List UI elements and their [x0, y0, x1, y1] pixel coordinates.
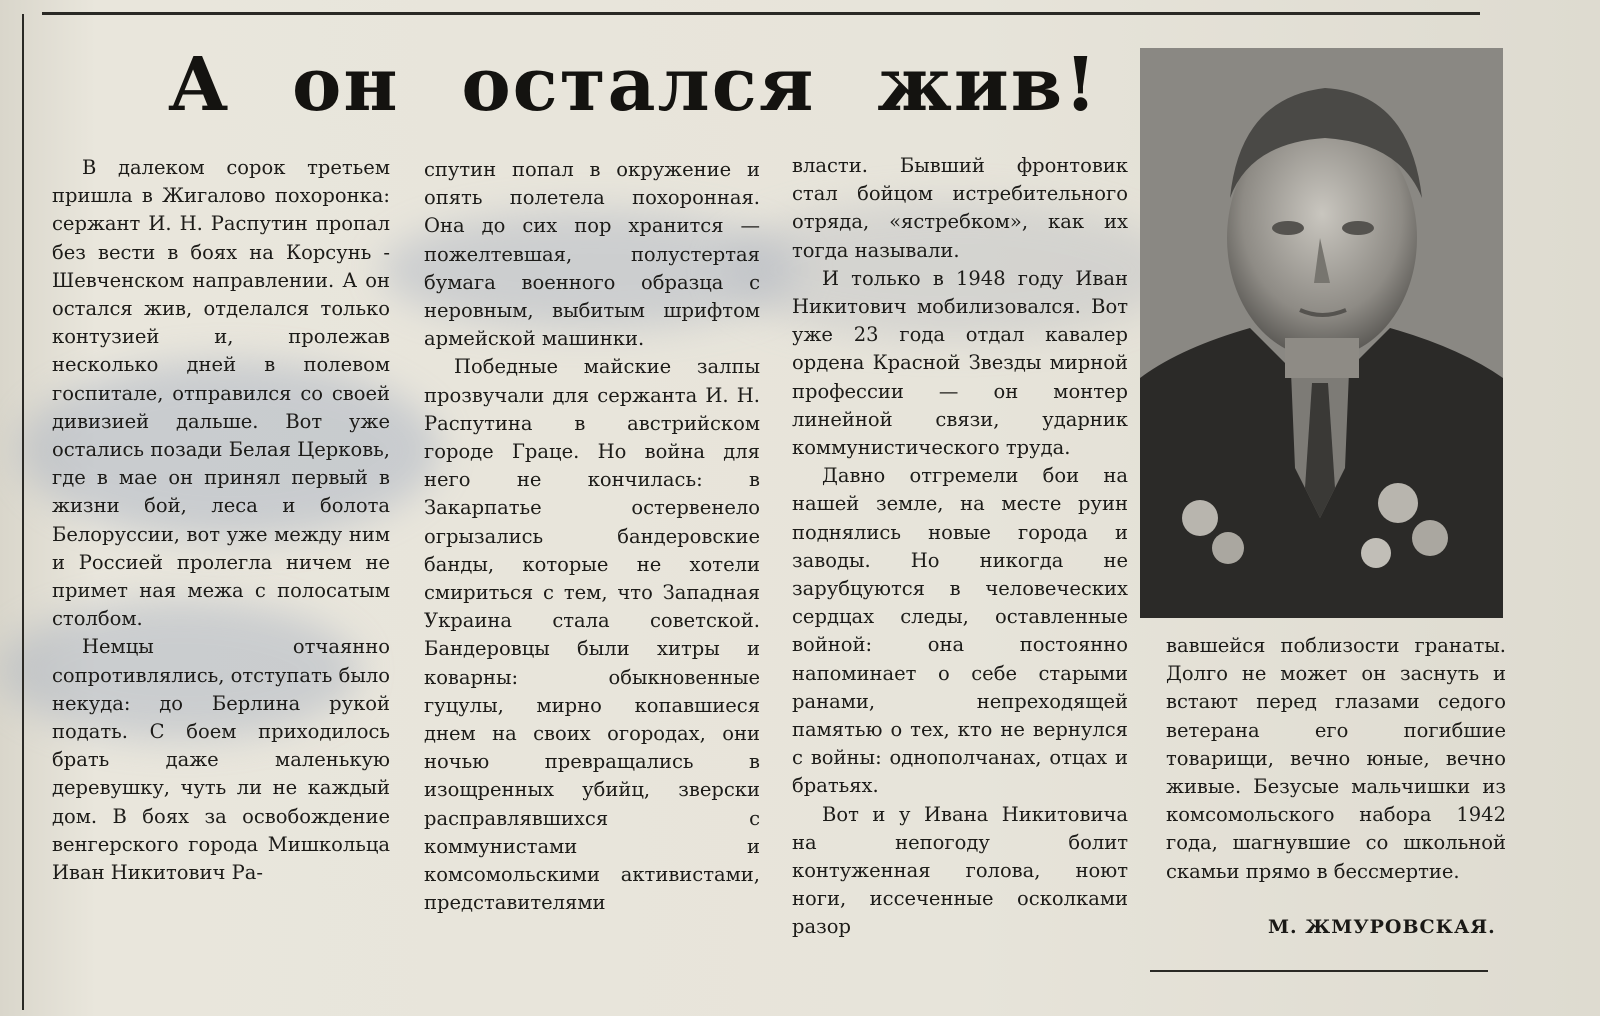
paragraph: Победные майские залпы прозвучали для сержанта И. Н. Распутина в австрийском городе Граце. Но война для него не кончилась: в Закарпатье остервенело огрызались бандеровские банды, которые не хотели смириться с тем, что Западная Украина стала советской. Бандеровцы были хитры и коварны: обыкновенные гуцулы, мирно копавшиеся днем на своих огородах, они ночью превращались в изощренных убийц, зверски расправлявшихся с коммунистами и комсомольскими активистами, представителями — [424, 355, 760, 915]
article-column-4 — [1166, 632, 1506, 886]
portrait-illustration — [1140, 48, 1503, 618]
left-rule — [22, 14, 24, 1010]
article-column-1 — [52, 154, 390, 887]
article-column-2 — [424, 156, 760, 917]
author-signature: М. ЖМУРОВСКАЯ. — [1268, 916, 1496, 938]
paragraph: В далеком сорок третьем пришла в Жигалово похоронка: сержант И. Н. Распутин пропал без вести в боях на Корсунь - Шевченском направлении. А он остался жив, отделался только контузией и, пролежав несколько дней в полевом госпитале, отправился со своей дивизией дальше. Вот уже остались позади Белая Церковь, где в мае он принял первый в жизни бой, леса и болота Белоруссии, вот уже между ним и Россией пролегла ничем не примет ная межа с полосатым столбом. — [52, 156, 390, 631]
bottom-rule — [1150, 970, 1488, 972]
paragraph: И только в 1948 году Иван Никитович мобилизовался. Вот уже 23 года отдал кавалер ордена Красной Звезды мирной профессии — он монтер линейной связи, ударник коммунистического труда. — [792, 266, 1128, 460]
top-rule — [42, 12, 1480, 15]
paragraph: Немцы отчаянно сопротивлялись, отступать было некуда: до Берлина рукой подать. С боем приходилось брать даже маленькую деревушку, чуть ли не каждый дом. В боях за освобождение венгерского города Мишкольца Иван Никитович Ра- — [52, 635, 390, 885]
paragraph: Вот и у Ивана Никитовича на непогоду болит контуженная голова, ноют ноги, иссеченные осколками разор — [792, 802, 1128, 939]
paragraph: вавшейся поблизости гранаты. Долго не может он заснуть и встают перед глазами седого ветерана его погибшие товарищи, вечно юные, вечно живые. Безусые мальчишки из комсомольского набора 1942 года, шагнувшие со школьной скамьи прямо в бессмертие. — [1166, 634, 1506, 883]
article-column-3 — [792, 152, 1128, 942]
article-headline: А он остался жив! — [168, 42, 1099, 128]
portrait-photo — [1140, 48, 1503, 618]
paragraph: власти. Бывший фронтовик стал бойцом истребительного отряда, «ястребком», как их тогда называли. — [792, 154, 1128, 262]
paragraph: спутин попал в окружение и опять полетела похоронная. Она до сих пор хранится — пожелтевшая, полустертая бумага военного образца с неровным, выбитым шрифтом армейской машинки. — [424, 158, 760, 351]
paragraph: Давно отгремели бои на нашей земле, на месте руин поднялись новые города и заводы. Но никогда не зарубцуются в человеческих сердцах следы, оставленные войной: она постоянно напоминает о себе старыми ранами, непреходящей памятью о тех, кто не вернулся с войны: однополчанах, отцах и братьях. — [792, 464, 1128, 798]
